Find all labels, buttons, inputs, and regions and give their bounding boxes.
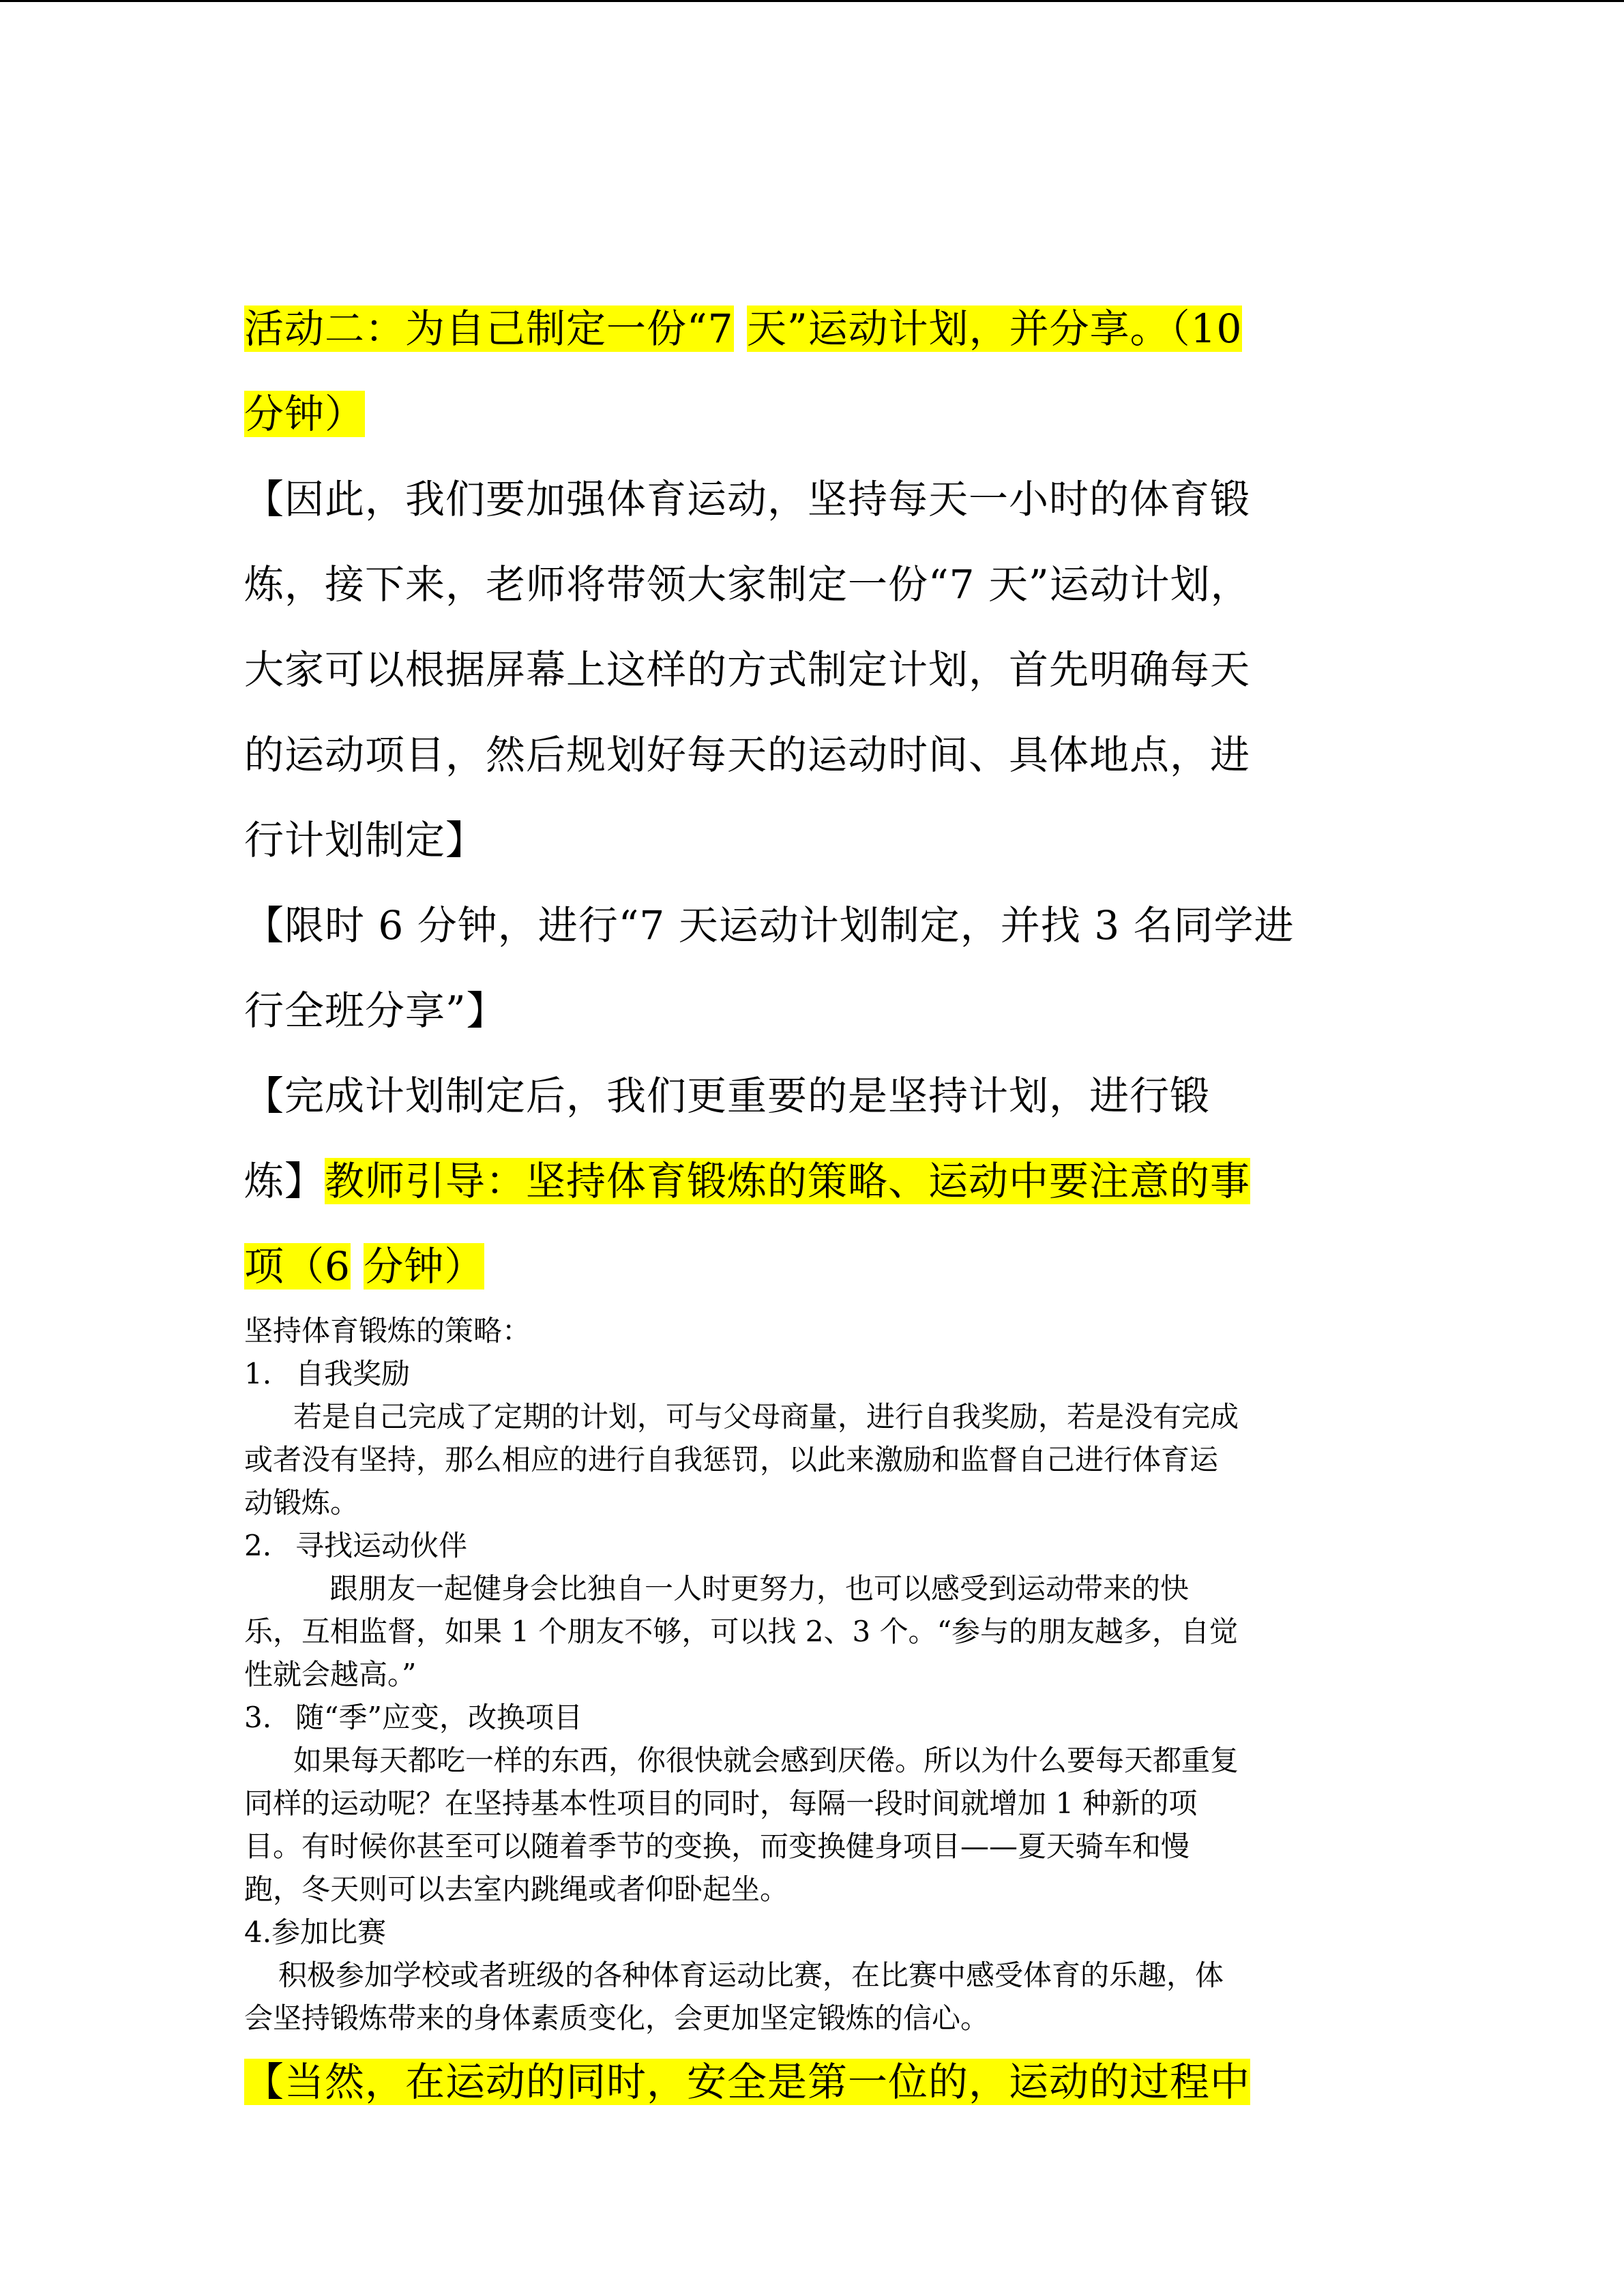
paragraph-2-line-1: 【限时 6 分钟，进行“7 天运动计划制定，并找 3 名同学进	[244, 902, 1295, 949]
strategy-3-line-1: 如果每天都吃一样的东西，你很快就会感到厌倦。所以为什么要每天都重复	[293, 1744, 1239, 1777]
duration-part-a: 项（6	[244, 1243, 351, 1289]
paragraph-3-line-2	[244, 1139, 1376, 1224]
activity-title-part-a: 活动二：为自己制定一份“7	[244, 305, 734, 352]
duration-part-b: 分钟）	[364, 1243, 485, 1289]
strategies-heading: 坚持体育锻炼的策略：	[244, 1314, 531, 1347]
strategy-1-line-3: 动锻炼。	[244, 1486, 359, 1519]
paragraph-3-line-3	[244, 1224, 1376, 1309]
activity-title-line1	[244, 286, 1376, 372]
strategy-2-line-3: 性就会越高。”	[244, 1658, 417, 1691]
paragraph-1-line-4: 的运动项目，然后规划好每天的运动时间、具体地点，进	[244, 732, 1251, 778]
paragraph-1-line-5: 行计划制定】	[244, 817, 486, 863]
activity-title-line2	[244, 372, 1376, 457]
paragraph-3-plain: 炼】	[244, 1158, 325, 1204]
strategy-2-line-1: 跟朋友一起健身会比独自一人时更努力，也可以感受到运动带来的快	[329, 1572, 1190, 1605]
strategy-3-heading	[244, 1696, 1376, 1739]
strategy-1-number: 1.	[244, 1357, 272, 1390]
paragraph-3-line-1: 【完成计划制定后，我们更重要的是坚持计划，进行锻	[244, 1073, 1211, 1119]
activity-title-part-b: 天”运动计划，并分享。（10	[747, 305, 1243, 352]
strategy-3-line-2: 同样的运动呢？在坚持基本性项目的同时，每隔一段时间就增加 1 种新的项	[244, 1787, 1198, 1820]
strategy-3-number: 3.	[244, 1701, 272, 1734]
strategy-1-line-1: 若是自己完成了定期的计划，可与父母商量，进行自我奖励，若是没有完成	[293, 1400, 1239, 1433]
document-page	[244, 286, 1376, 2125]
closing-line-1	[244, 2040, 1376, 2125]
activity-title-part-c: 分钟）	[244, 391, 366, 437]
closing-highlight: 【当然，在运动的同时，安全是第一位的，运动的过程中	[244, 2059, 1251, 2105]
strategy-1-heading	[244, 1352, 1376, 1395]
strategy-4-line-1: 积极参加学校或者班级的各种体育运动比赛，在比赛中感受体育的乐趣，体	[278, 1958, 1224, 1992]
strategy-2-number: 2.	[244, 1529, 272, 1562]
strategy-2-heading	[244, 1524, 1376, 1567]
strategy-3-title: 随“季”应变，改换项目	[295, 1701, 582, 1734]
paragraph-1-line-3: 大家可以根据屏幕上这样的方式制定计划，首先明确每天	[244, 646, 1251, 693]
strategy-1-title: 自我奖励	[295, 1357, 411, 1390]
page-top-border	[0, 0, 1624, 2]
strategy-1-line-2: 或者没有坚持，那么相应的进行自我惩罚，以此来激励和监督自己进行体育运	[244, 1443, 1219, 1476]
paragraph-1-line-2: 炼，接下来，老师将带领大家制定一份“7 天”运动计划，	[244, 561, 1251, 608]
strategy-4-line-2: 会坚持锻炼带来的身体素质变化，会更加坚定锻炼的信心。	[244, 2001, 990, 2035]
strategy-4-heading: 4.参加比赛	[244, 1915, 387, 1949]
strategy-3-line-3: 目。有时候你甚至可以随着季节的变换，而变换健身项目——夏天骑车和慢	[244, 1830, 1190, 1863]
paragraph-2-line-2: 行全班分享”】	[244, 987, 507, 1034]
strategy-3-line-4: 跑，冬天则可以去室内跳绳或者仰卧起坐。	[244, 1873, 789, 1906]
paragraph-1-line-1: 【因此，我们要加强体育运动，坚持每天一小时的体育锻	[244, 476, 1251, 522]
teacher-guide-highlight: 教师引导：坚持体育锻炼的策略、运动中要注意的事	[325, 1158, 1251, 1204]
strategy-2-line-2: 乐，互相监督，如果 1 个朋友不够，可以找 2、3 个。“参与的朋友越多，自觉	[244, 1615, 1239, 1648]
strategy-2-title: 寻找运动伙伴	[295, 1529, 468, 1562]
